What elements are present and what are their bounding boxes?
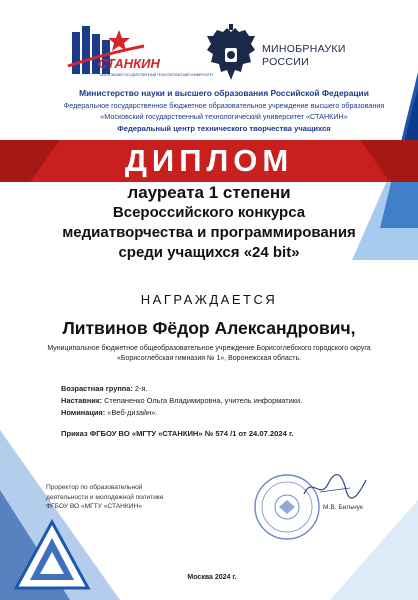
center-name: Федеральный центр технического творчества учащихся [117, 124, 331, 133]
prorector-line3: ФГБОУ ВО «МГТУ «СТАНКИН» [46, 503, 142, 510]
stankin-logo [64, 24, 214, 94]
diploma-degree: лауреата 1 степени [127, 183, 291, 202]
mentor-value: Степаненко Ольга Владимировна, учитель информатики. [104, 396, 303, 405]
school-line2: «Борисоглебская гимназия № 1», Воронежская область. [116, 355, 302, 362]
age-group-label: Возрастная группа: [61, 384, 133, 393]
diploma-title: ДИПЛОМ [124, 143, 294, 178]
mentor-label: Наставник: [61, 396, 102, 405]
eagle-emblem [203, 24, 259, 88]
nomination [61, 408, 157, 417]
recipient-name: Литвинов Фёдор Александрович, [62, 318, 356, 338]
age-group-value: 2-я. [134, 384, 148, 393]
signature [300, 470, 370, 502]
institution-line2: «Московский государственный технологический университет «СТАНКИН» [100, 112, 348, 121]
prorector-line2: деятельности и молодежной политике [46, 493, 164, 501]
city-date: Москва 2024 г. [187, 574, 237, 581]
institution-line1: Федеральное государственное бюджетное образовательное учреждение высшего образования [63, 101, 385, 110]
contest-line3: среди учащихся «24 bit» [118, 244, 300, 261]
prorector-line1: Проректор по образовательной [46, 484, 143, 491]
school-line1: Муниципальное бюджетное общеобразовательное учреждение Борисоглебского городского округа [47, 345, 371, 352]
awarded-label: НАГРАЖДАЕТСЯ [140, 292, 278, 307]
ministry-short-name [262, 43, 346, 69]
nomination-value: «Веб-дизайн». [107, 408, 158, 417]
ministry-short-line1: МИНОБРНАУКИ [262, 43, 346, 55]
contest-line1: Всероссийского конкурса [112, 204, 306, 221]
signer-name: М.В. Бильчук [323, 504, 363, 511]
mentor [61, 396, 302, 405]
prorector-title [46, 483, 164, 512]
contest-line2: медиатворчества и программирования [62, 224, 356, 241]
order-reference: Приказ ФГБОУ ВО «МГТУ «СТАНКИН» № 574 /1 от 24.07.2024 г. [61, 429, 294, 438]
svg-text:СТАНКИН: СТАНКИН [98, 56, 160, 71]
ministry-short-line2: РОССИИ [262, 56, 309, 68]
age-group [61, 384, 148, 393]
nomination-label: Номинация: [61, 408, 106, 417]
ministry-name: Министерство науки и высшего образования Российской Федерации [79, 88, 369, 98]
corner-triangle-logo [12, 516, 92, 596]
svg-text:МОСКОВСКИЙ ГОСУДАРСТВЕННЫЙ ТЕХ: МОСКОВСКИЙ ГОСУДАРСТВЕННЫЙ ТЕХНОЛОГИЧЕСКИЙ УНИВЕРСИТЕТ [100, 73, 214, 77]
